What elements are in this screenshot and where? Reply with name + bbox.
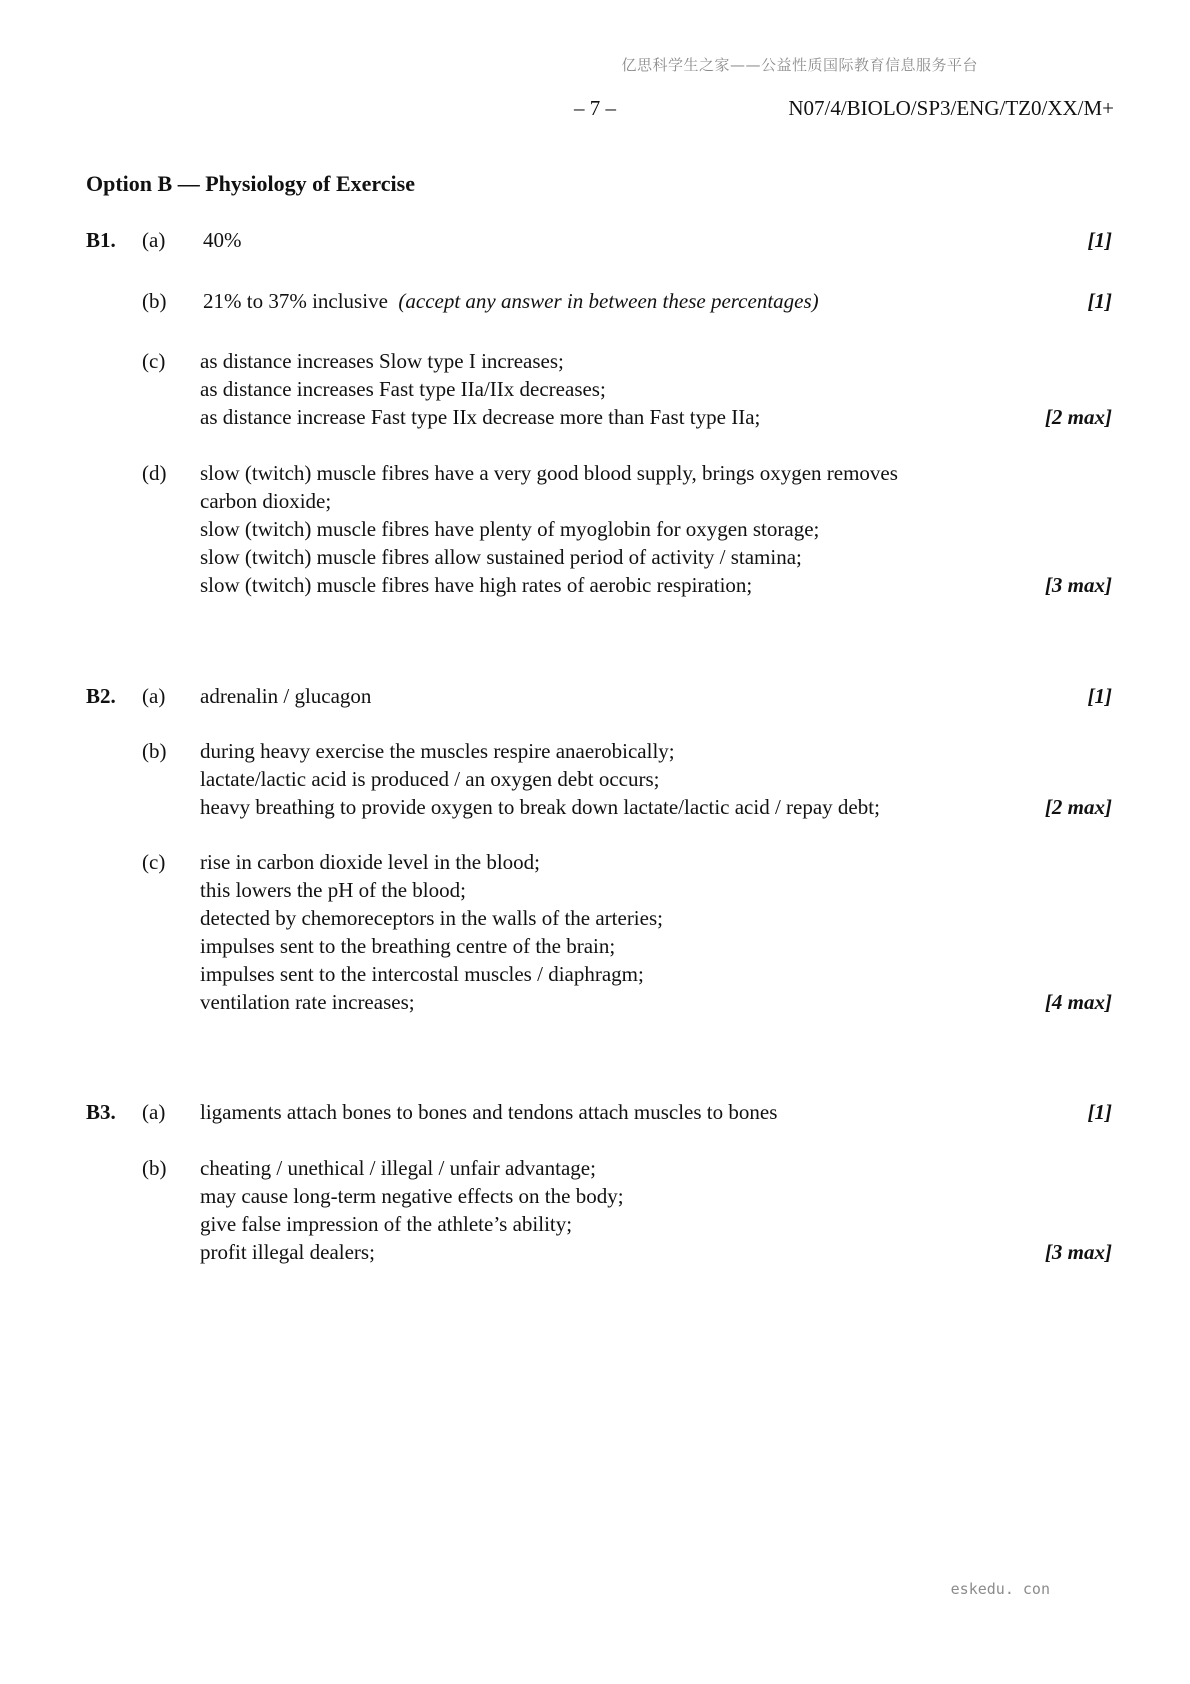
answer-text: 40% (203, 228, 242, 252)
answer-line: rise in carbon dioxide level in the blood; (200, 850, 540, 874)
marks: [1] (1087, 228, 1112, 252)
part-label: (c) (142, 349, 166, 373)
answer-text: adrenalin / glucagon (200, 684, 372, 708)
answer-main: 21% to 37% inclusive (203, 289, 388, 313)
part-label: (a) (142, 1100, 166, 1124)
marks: [1] (1087, 684, 1112, 708)
marks: [1] (1087, 289, 1112, 313)
part-label: (b) (142, 739, 167, 763)
answer-text (203, 287, 819, 315)
answer-line: as distance increase Fast type IIx decrease more than Fast type IIa; (200, 405, 761, 429)
answer-line: detected by chemoreceptors in the walls of the arteries; (200, 906, 663, 930)
option-title: Option B — Physiology of Exercise (86, 171, 415, 196)
answer-line: this lowers the pH of the blood; (200, 878, 466, 902)
marks: [3 max] (1044, 573, 1112, 597)
answer-text: ligaments attach bones to bones and tendons attach muscles to bones (200, 1100, 778, 1124)
page-number: – 7 – (574, 96, 616, 120)
answer-line: as distance increases Slow type I increases; (200, 349, 564, 373)
answer-line: slow (twitch) muscle fibres have high rates of aerobic respiration; (200, 573, 753, 597)
answer-line: impulses sent to the intercostal muscles / diaphragm; (200, 962, 644, 986)
part-label: (a) (142, 684, 166, 708)
answer-line: slow (twitch) muscle fibres have plenty of myoglobin for oxygen storage; (200, 517, 820, 541)
question-number: B2. (86, 684, 116, 708)
marks: [1] (1087, 1100, 1112, 1124)
question-number: B3. (86, 1100, 116, 1124)
part-label: (a) (142, 228, 166, 252)
answer-line: as distance increases Fast type IIa/IIx decreases; (200, 377, 606, 401)
answer-line: slow (twitch) muscle fibres have a very good blood supply, brings oxygen removes (200, 461, 898, 485)
marks: [2 max] (1044, 405, 1112, 429)
watermark-bottom: eskedu. con (950, 1580, 1050, 1598)
answer-line: slow (twitch) muscle fibres allow sustained period of activity / stamina; (200, 545, 802, 569)
answer-line: heavy breathing to provide oxygen to break down lactate/lactic acid / repay debt; (200, 795, 880, 819)
answer-line: ventilation rate increases; (200, 990, 415, 1014)
part-label: (c) (142, 850, 166, 874)
page-header (0, 96, 1190, 126)
answer-line: impulses sent to the breathing centre of the brain; (200, 934, 616, 958)
marks: [4 max] (1044, 990, 1112, 1014)
marks: [2 max] (1044, 795, 1112, 819)
answer-line: lactate/lactic acid is produced / an oxygen debt occurs; (200, 767, 660, 791)
answer-line: give false impression of the athlete’s ability; (200, 1212, 573, 1236)
marks: [3 max] (1044, 1240, 1112, 1264)
answer-line: may cause long-term negative effects on the body; (200, 1184, 624, 1208)
answer-line: cheating / unethical / illegal / unfair advantage; (200, 1156, 596, 1180)
document-code: N07/4/BIOLO/SP3/ENG/TZ0/XX/M+ (788, 96, 1114, 120)
answer-line: during heavy exercise the muscles respire anaerobically; (200, 739, 675, 763)
part-label: (b) (142, 289, 167, 313)
answer-note: (accept any answer in between these percentages) (398, 289, 819, 313)
part-label: (d) (142, 461, 167, 485)
question-number: B1. (86, 228, 116, 252)
answer-line: profit illegal dealers; (200, 1240, 375, 1264)
answer-line: carbon dioxide; (200, 489, 332, 513)
part-label: (b) (142, 1156, 167, 1180)
watermark-top: 亿思科学生之家——公益性质国际教育信息服务平台 (621, 56, 978, 74)
